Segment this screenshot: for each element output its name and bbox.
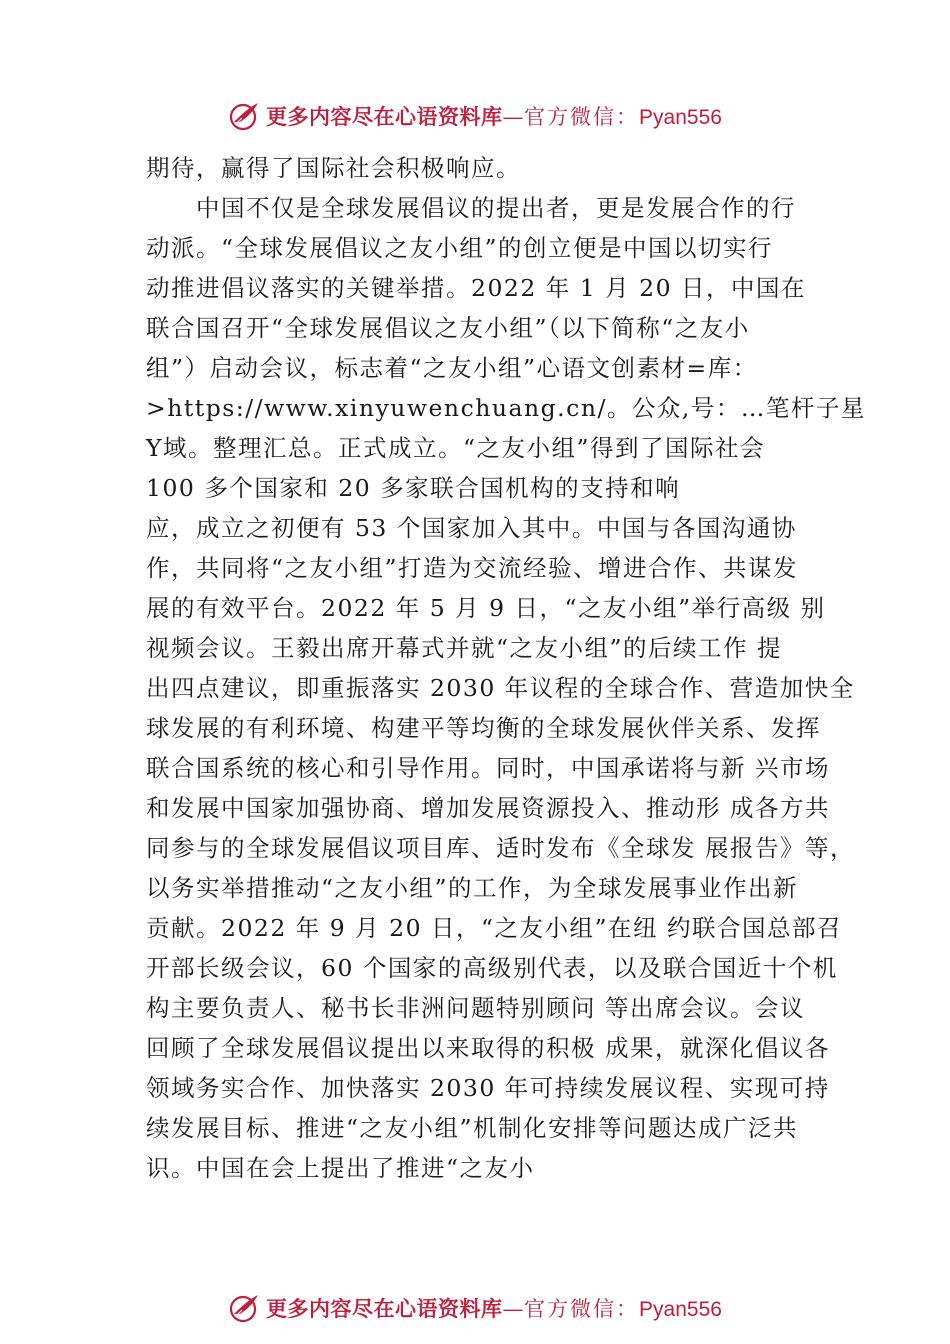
- header-brand: 更多内容尽在心语资料库: [266, 104, 503, 129]
- text-line: 出四点建议，即重振落实 2030 年议程的全球合作、营造加快全: [146, 674, 855, 702]
- text-line: 球发展的有利环境、构建平等均衡的全球发展伙伴关系、发挥: [146, 714, 821, 742]
- footer-dash: —: [502, 1297, 525, 1321]
- text-line: 动派。“全球发展倡议之友小组”的创立便是中国以切实行: [146, 234, 774, 262]
- text-line: 期待，赢得了国际社会积极响应。: [146, 154, 521, 182]
- text-line: Y域。整理汇总。正式成立。“之友小组”得到了国际社会: [146, 434, 766, 462]
- text-line: 应，成立之初便有 53 个国家加入其中。中国与各国沟通协: [146, 514, 797, 542]
- text-line: 联合国召开“全球发展倡议之友小组”（以下简称“之友小: [146, 314, 750, 342]
- text-line: 贡献。2022 年 9 月 20 日，“之友小组”在纽 约联合国总部召: [146, 914, 843, 942]
- text-line: 领域务实合作、加快落实 2030 年可持续发展议程、实现可持: [146, 1074, 830, 1102]
- document-body: [146, 148, 866, 1188]
- text-line: 开部长级会议，60 个国家的高级别代表，以及联合国近十个机: [146, 954, 838, 982]
- text-line: 续发展目标、推进“之友小组”机制化安排等问题达成广泛共: [146, 1114, 799, 1142]
- header-banner: [0, 96, 950, 136]
- text-line: >https://www.xinyuwenchuang.cn/。公众,号：…笔杆子星: [146, 394, 866, 422]
- header-dash: —: [502, 105, 525, 129]
- text-line: 回顾了全球发展倡议提出以来取得的积极 成果，就深化倡议各: [146, 1034, 830, 1062]
- text-line: 同参与的全球发展倡议项目库、适时发布《全球发 展报告》等，: [146, 834, 855, 862]
- header-text: [266, 101, 722, 131]
- footer-banner: [0, 1288, 950, 1328]
- text-line: 作，共同将“之友小组”打造为交流经验、增进合作、共谋发: [146, 554, 799, 582]
- text-line: 动推进倡议落实的关键举措。2022 年 1 月 20 日，中国在: [146, 274, 807, 302]
- text-line: 以务实举措推动“之友小组”的工作，为全球发展事业作出新: [146, 874, 799, 902]
- text-line: 中国不仅是全球发展倡议的提出者，更是发展合作的行: [146, 194, 796, 222]
- quill-logo-icon: [228, 100, 260, 132]
- footer-wechat-label: 官方微信：: [524, 1297, 640, 1321]
- quill-logo-icon: [228, 1292, 260, 1324]
- footer-text: [266, 1293, 722, 1323]
- footer-wechat-id: Pyan556: [639, 1298, 722, 1321]
- footer-brand: 更多内容尽在心语资料库: [266, 1296, 503, 1321]
- text-line: 展的有效平台。2022 年 5 月 9 日，“之友小组”举行高级 别: [146, 594, 826, 622]
- header-wechat-label: 官方微信：: [524, 105, 640, 129]
- text-line: 100 多个国家和 20 多家联合国机构的支持和响: [146, 474, 681, 502]
- text-line: 识。中国在会上提出了推进“之友小: [146, 1154, 535, 1182]
- text-line: 视频会议。王毅出席开幕式并就“之友小组”的后续工作 提: [146, 634, 782, 662]
- text-line: 和发展中国家加强协商、增加发展资源投入、推动形 成各方共: [146, 794, 830, 822]
- text-line: 组”）启动会议，标志着“之友小组”心语文创素材=库：: [146, 354, 758, 382]
- text-line: 联合国系统的核心和引导作用。同时，中国承诺将与新 兴市场: [146, 754, 830, 782]
- header-wechat-id: Pyan556: [639, 106, 722, 129]
- text-line: 构主要负责人、秘书长非洲问题特别顾问 等出席会议。会议: [146, 994, 805, 1022]
